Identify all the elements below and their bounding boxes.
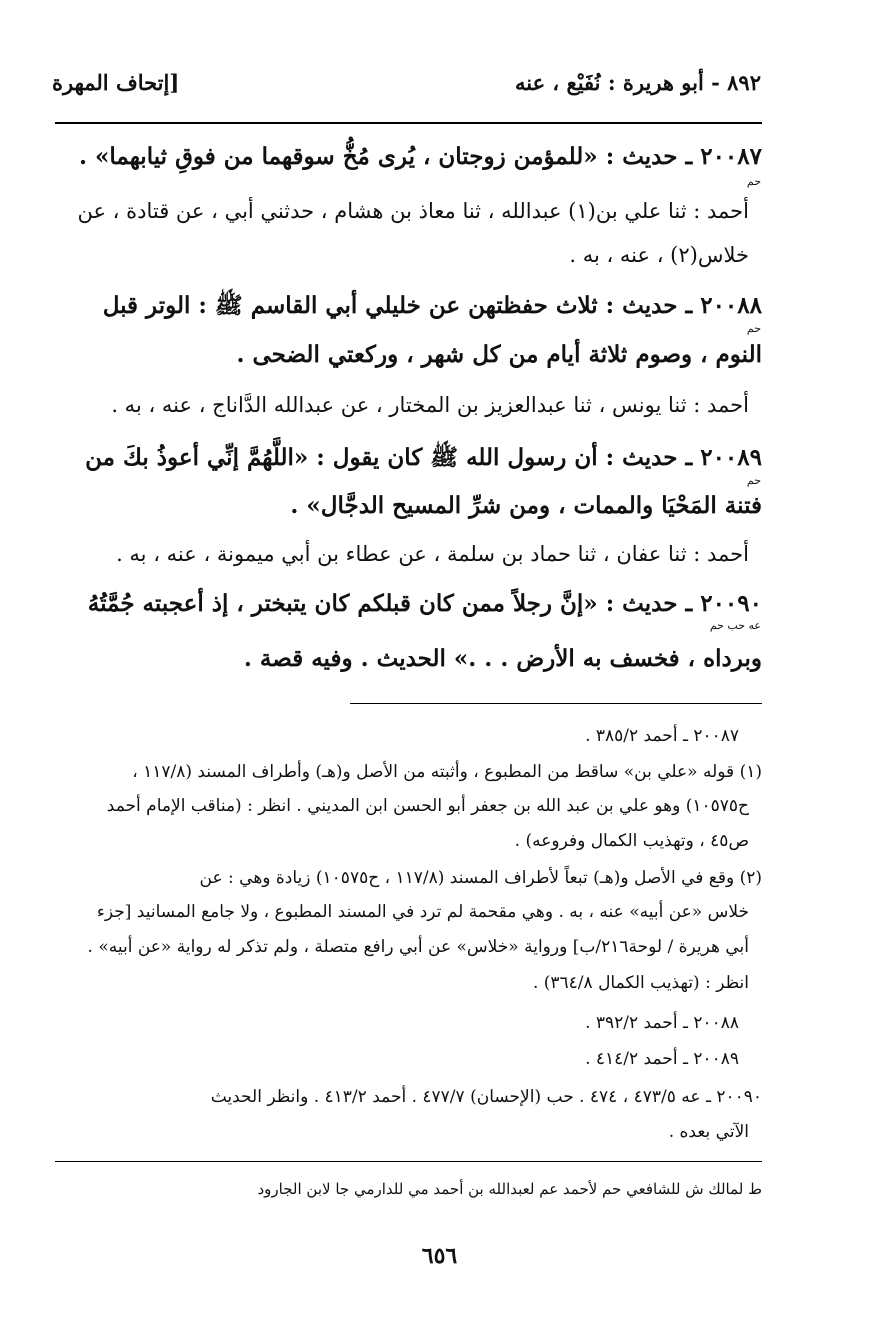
book-title: [إتحاف المهرة [52, 70, 180, 95]
running-header [52, 70, 761, 106]
footnote-line: انظر : (تهذيب الكمال ٣٦٤/٨) . [532, 973, 749, 993]
hadith-20088-text: ٢٠٠٨٨ ـ حديث : ثلاث حفظتهن عن خليلي أبي القاسم ﷺ : الوتر قبل [102, 292, 762, 319]
header-title: ٨٩٢ - أبو هريرة : نُفَيْع ، عنه [515, 70, 761, 95]
header-divider [55, 122, 762, 124]
hadith-20087-sigil: حم [746, 175, 761, 188]
hadith-20088-isnad: أحمد : ثنا يونس ، ثنا عبدالعزيز بن المختار ، عن عبدالله الدَّاناج ، عنه ، به . [111, 393, 749, 417]
footnote-line: خلاس «عن أبيه» عنه ، به . وهي مقحمة لم ترد في المسند المطبوع ، ولا جامع المسانيد [جزء [96, 902, 749, 922]
footnote-line: ٢٠٠٨٩ ـ أحمد ٤١٤/٢ . [585, 1049, 739, 1069]
legend-divider [55, 1161, 762, 1162]
hadith-20090-text: ٢٠٠٩٠ ـ حديث : «إنَّ رجلاً ممن كان قبلكم كان يتبختر ، إذ أعجبته جُمَّتُهُ [87, 590, 762, 617]
footnote-line: ٢٠٠٩٠ ـ عه ٤٧٣/٥ ، ٤٧٤ . حب (الإحسان) ٤٧٧/٧ . أحمد ٤١٣/٢ . وانظر الحديث [210, 1087, 762, 1107]
footnote-line: ٢٠٠٨٧ ـ أحمد ٣٨٥/٢ . [585, 726, 739, 746]
hadith-20087-isnad: أحمد : ثنا علي بن(١) عبدالله ، ثنا معاذ بن هشام ، حدثني أبي ، عن قتادة ، عن [77, 199, 749, 223]
hadith-20089-sigil: حم [746, 474, 761, 487]
sigla-legend: ط لمالك ش للشافعي حم لأحمد عم لعبدالله بن أحمد مي للدارمي جا لابن الجارود [257, 1180, 762, 1198]
footnote-line: ٢٠٠٨٨ ـ أحمد ٣٩٢/٢ . [585, 1013, 739, 1033]
hadith-20090-text-cont: وبرداه ، فخسف به الأرض . . .» الحديث . وفيه قصة . [243, 645, 762, 672]
footnote-line: (٢) وقع في الأصل و(هـ) تبعاً لأطراف المسند (١١٧/٨ ، ح١٠٥٧٥) زيادة وهي : عن [199, 868, 762, 888]
hadith-20089-text-cont: فتنة المَحْيَا والممات ، ومن شرِّ المسيح الدجَّال» . [290, 492, 762, 519]
hadith-20087-text: ٢٠٠٨٧ ـ حديث : «للمؤمن زوجتان ، يُرى مُخُّ سوقهما من فوقِ ثيابهما» . [79, 143, 762, 170]
page-number: ٦٥٦ [421, 1243, 458, 1269]
hadith-20089-text: ٢٠٠٨٩ ـ حديث : أن رسول الله ﷺ كان يقول : «اللَّهُمَّ إنِّي أعوذُ بكَ من [85, 444, 762, 471]
hadith-20088-text-cont: النوم ، وصوم ثلاثة أيام من كل شهر ، وركعتي الضحى . [236, 341, 762, 368]
hadith-20088-sigil: حم [746, 322, 761, 335]
footnote-divider [350, 703, 762, 704]
hadith-20089-isnad: أحمد : ثنا عفان ، ثنا حماد بن سلمة ، عن عطاء بن أبي ميمونة ، عنه ، به . [116, 542, 749, 566]
footnote-line: أبي هريرة / لوحة٢١٦/ب] ورواية «خلاس» عن أبي رافع متصلة ، ولم تذكر له رواية «عن أبيه» . [87, 937, 749, 957]
footnote-line: الآتي بعده . [668, 1122, 749, 1142]
footnote-line: (١) قوله «علي بن» ساقط من المطبوع ، وأثبته من الأصل و(هـ) وأطراف المسند (١١٧/٨ ، [132, 762, 762, 782]
footnote-line: ح١٠٥٧٥) وهو علي بن عبد الله بن جعفر أبو الحسن ابن المديني . انظر : (مناقب الإمام أحمد [106, 796, 749, 816]
hadith-20090-sigil: عه حب حم [709, 619, 761, 632]
hadith-20087-isnad-cont: خلاس(٢) ، عنه ، به . [569, 243, 749, 267]
footnote-line: ص٤٥ ، وتهذيب الكمال وفروعه) . [514, 831, 749, 851]
